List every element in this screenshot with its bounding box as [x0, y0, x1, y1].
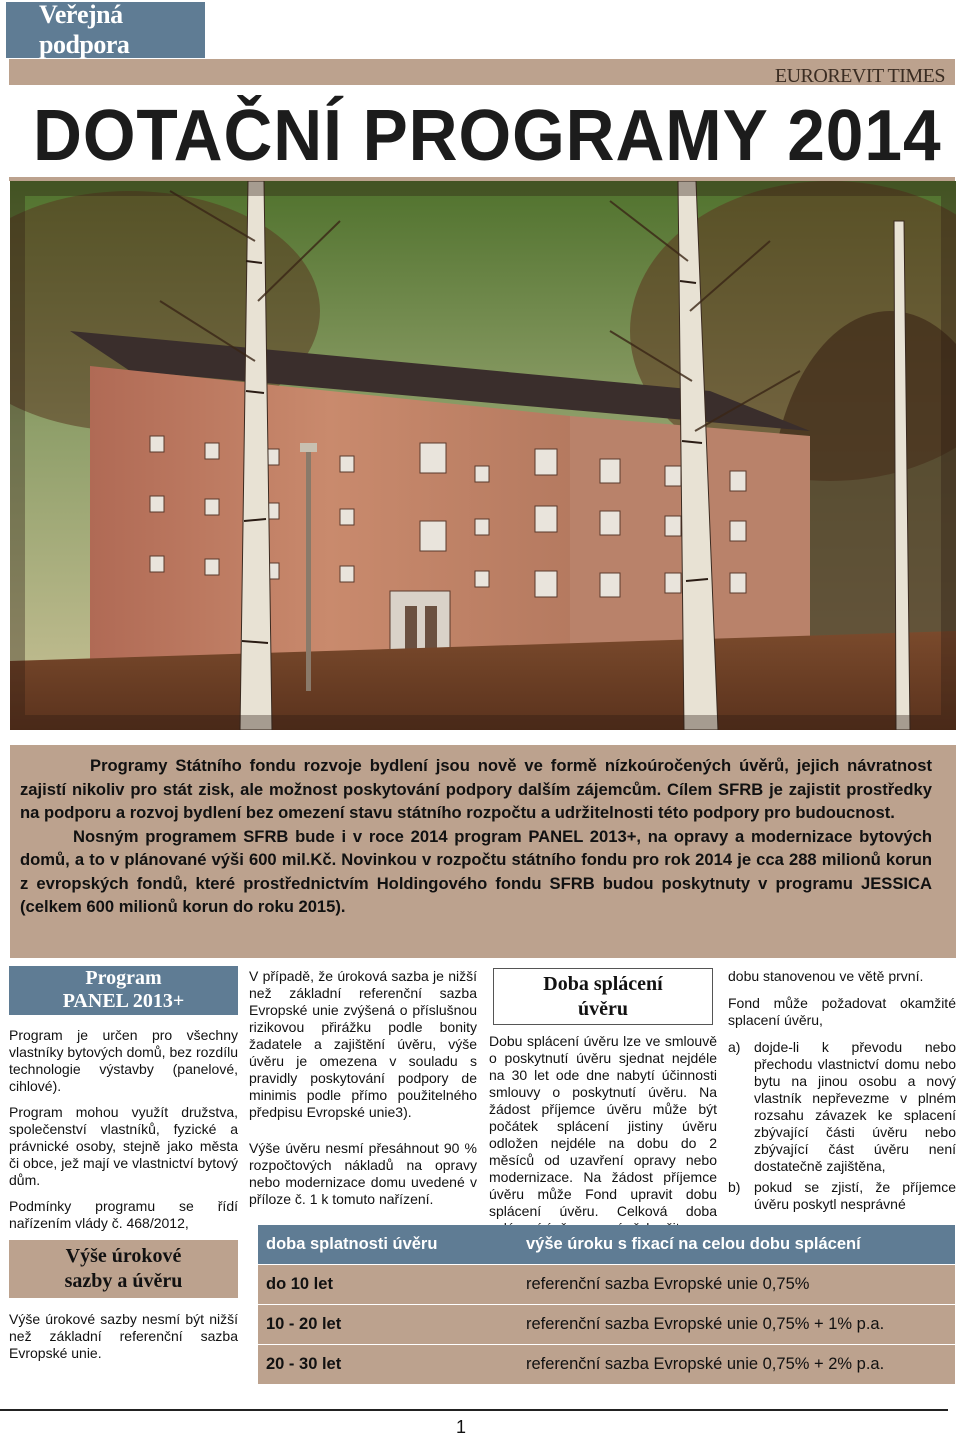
table-row — [258, 1345, 955, 1385]
publisher-name: EUROREVIT TIMES — [774, 65, 945, 87]
conditions-paragraph-1: V případě, že úroková sazba je nižší než základní referenční sazba Evropské unie zvýšená o příslušnou rizikovou přirážku podle bonity žadatele a zajištění úvěru, výše úvěru je omezena v souladu s pravidly poskytování podpory de minimis podle přímo použitelného předpisu Evropské unie3). — [249, 968, 477, 1120]
rates-heading-line2: sazby a úvěru — [64, 1270, 183, 1292]
table-header-row — [258, 1225, 955, 1265]
program-paragraph-1: Program je určen pro všechny vlastníky bytových domů, bez rozdílu technologie výstavby (panelové, cihlové). — [9, 1027, 238, 1094]
table-header-cell: doba splatnosti úvěru — [258, 1225, 518, 1265]
table-cell-term: 10 - 20 let — [258, 1305, 518, 1345]
table-cell-term: 20 - 30 let — [258, 1345, 518, 1385]
list-item-text: dojde-li k převodu nebo přechodu vlastnictví domu nebo bytu na jinou osobu a nový vlastník nepřevezme v plném rozsahu závazek ke splacení zbývající části úvěru nebo zbývající část úvěru není dostatečně zajištěna, — [754, 1039, 956, 1174]
table-cell-rate: referenční sazba Evropské unie 0,75% + 2% p.a. — [518, 1345, 955, 1385]
list-marker: a) — [728, 1039, 741, 1055]
repayment-heading — [493, 968, 713, 1025]
intro-box — [10, 745, 956, 958]
repayment-heading-line2: úvěru — [578, 998, 628, 1020]
intro-paragraph-1: Programy Státního fondu rozvoje bydlení jsou nově ve formě nízkoúročených úvěrů, jejich návratnost zajistí nikoliv pro stát zisk, ale možnost poskytování podpory dalším zájemcům. Cílem SFRB je zajistit prostředky na podporu a rozvoj bydlení bez omezení stavu státního rozpočtu a udržitelnosti této podpory pro budoucnost. — [20, 756, 932, 822]
list-item — [728, 1039, 956, 1175]
building-photo — [10, 181, 956, 730]
program-heading — [9, 966, 238, 1015]
page-title: DOTAČNÍ PROGRAMY 2014 — [33, 96, 942, 176]
table-row — [258, 1265, 955, 1305]
intro-paragraph-2: Nosným programem SFRB bude i v roce 2014 program PANEL 2013+, na opravy a modernizace bytových domů, a to v plánované výši 600 mil.Kč. Novinkou v rozpočtu státního fondu pro rok 2014 je cca 288 milionů korun z evropských fondů, které prostřednictvím Holdingového fondu SFRB budou poskytnuty v programu JESSICA (celkem 600 milionů korun do roku 2015). — [20, 826, 932, 916]
column-repayment — [489, 968, 717, 1246]
program-heading-line1: Program — [85, 967, 162, 989]
early-paragraph-2: Fond může požadovat okamžité splacení úvěru, — [728, 995, 956, 1028]
footer-divider — [0, 1409, 948, 1411]
early-conditions-list — [728, 1039, 956, 1213]
table-cell-term: do 10 let — [258, 1265, 518, 1305]
rates-heading — [9, 1240, 238, 1298]
repayment-paragraph: Dobu splácení úvěru lze ve smlouvě o poskytnutí úvěru sjednat nejdéle na 30 let ode dne nabytí účinnosti smlouvy o poskytnutí úvěru. Na žádost příjemce úvěru může být počátek splácení jistiny úvěru odložen nejdéle na dobu do 2 měsíců od uzavření opravy nebo modernizace. Na žádost příjemce úvěru může Fond upravit dobu splácení úvěru. Celková doba — [489, 1033, 717, 1219]
column-program — [9, 966, 238, 1371]
masthead — [9, 59, 955, 181]
program-paragraph-3: Podmínky programu se řídí nařízením vlády č. 468/2012, — [9, 1198, 238, 1231]
program-paragraph-2: Program mohou využít družstva, společenství vlastníků, fyzické a právnické osoby, stejně jako města či obce, jež mají ve vlastnictví bytový dům. — [9, 1104, 238, 1188]
list-marker: b) — [728, 1179, 741, 1195]
rates-heading-line1: Výše úrokové — [65, 1245, 182, 1267]
page-number: 1 — [456, 1417, 467, 1437]
rates-paragraph: Výše úrokové sazby nesmí být nižší než základní referenční sazba Evropské unie. — [9, 1311, 238, 1361]
table-header-cell: výše úroku s fixací na celou dobu splácení — [518, 1225, 955, 1265]
column-conditions — [249, 968, 477, 1217]
table-cell-rate: referenční sazba Evropské unie 0,75% — [518, 1265, 955, 1305]
rates-table — [258, 1225, 955, 1385]
table-row — [258, 1305, 955, 1345]
table-cell-rate: referenční sazba Evropské unie 0,75% + 1% p.a. — [518, 1305, 955, 1345]
program-heading-line2: PANEL 2013+ — [62, 990, 185, 1012]
early-paragraph-1: dobu stanovenou ve větě první. — [728, 968, 924, 984]
section-label: Veřejná podpora — [6, 2, 205, 58]
conditions-paragraph-2: Výše úvěru nesmí přesáhnout 90 % rozpočtových nákladů na opravy nebo modernizace domu uvedené v příloze č. 1 k tomuto nařízení. — [249, 1140, 477, 1207]
list-item — [728, 1179, 956, 1213]
list-item-text: pokud se zjistí, že příjemce úvěru poskytl nesprávné — [754, 1179, 956, 1212]
repayment-heading-line1: Doba splácení — [543, 973, 663, 995]
column-early-repayment — [728, 968, 956, 1217]
